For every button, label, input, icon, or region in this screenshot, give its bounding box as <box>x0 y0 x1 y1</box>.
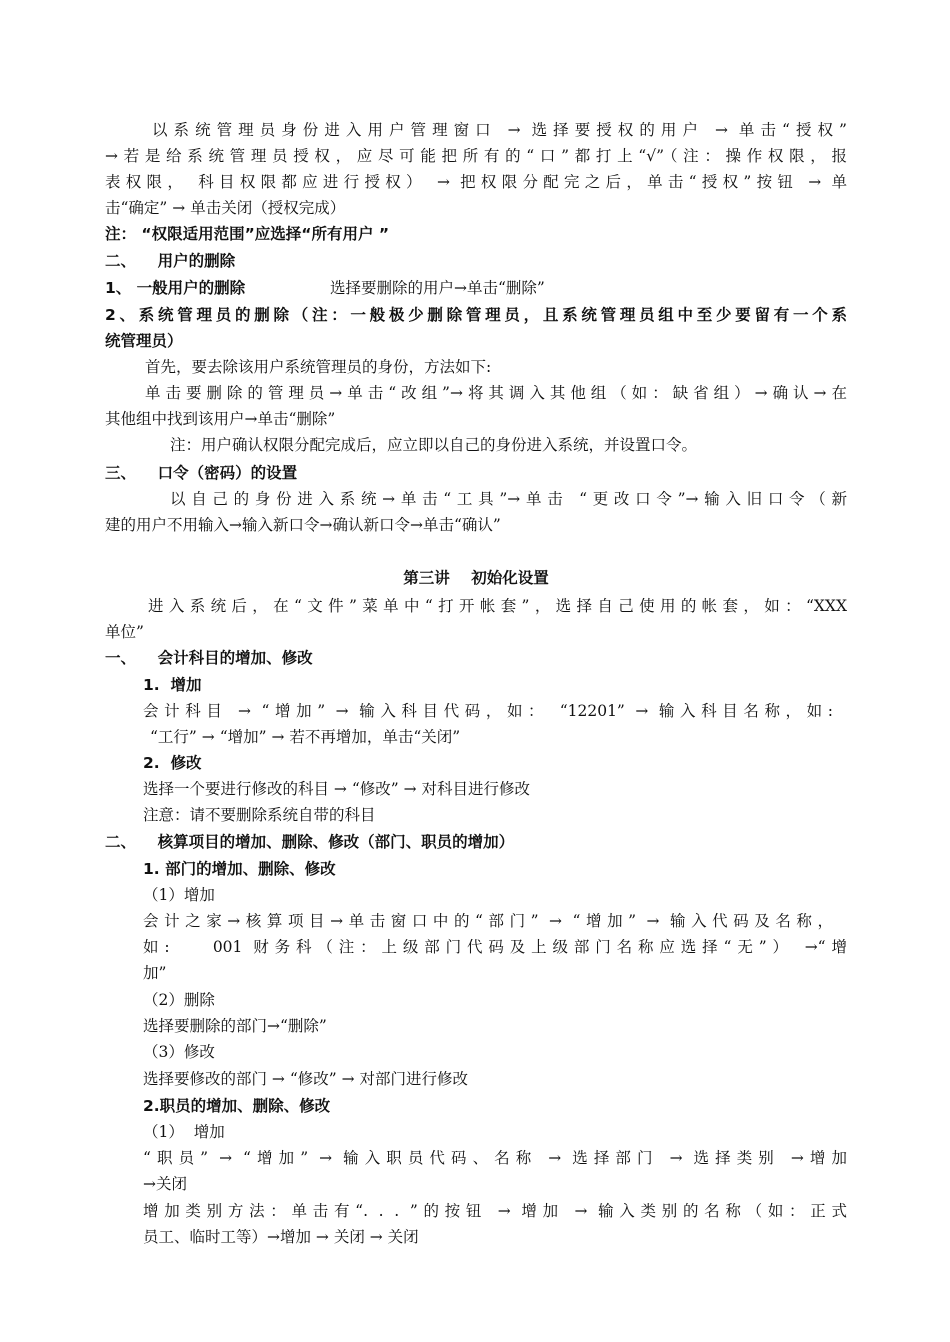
item-label: （3）修改 <box>143 1043 215 1061</box>
section-heading: 一、 会计科目的增加、修改 <box>105 649 313 667</box>
paragraph-line: 选择要删除的部门→“删除” <box>143 1017 327 1035</box>
subsection-heading: 2、系统管理员的删除（注：一般极少删除管理员，且系统管理员组中至少要留有一个系 <box>105 306 847 324</box>
paragraph-line: 首先，要去除该用户系统管理员的身份，方法如下: <box>145 358 492 376</box>
paragraph-line: 单位” <box>105 623 144 641</box>
subsection-heading: 1、 一般用户的删除 <box>105 279 246 297</box>
note-line: 注意：请不要删除系统自带的科目 <box>143 806 376 824</box>
section-heading: 二、 核算项目的增加、删除、修改（部门、职员的增加） <box>105 833 515 851</box>
subsection-heading: 2.职员的增加、删除、修改 <box>143 1097 331 1115</box>
section-heading: 二、 用户的删除 <box>105 252 236 270</box>
paragraph-line: “工行” → “增加” → 若不再增加，单击“关闭” <box>150 728 461 746</box>
paragraph-line: 会计之家→核算项目→单击窗口中的“部门” → “增加” → 输入代码及名称， <box>143 912 833 930</box>
paragraph-line: 选择要删除的用户→单击“删除” <box>330 279 545 297</box>
paragraph-line: 以自己的身份进入系统→单击“工具”→单击 “更改口令”→输入旧口令（新 <box>170 490 847 508</box>
item-label: （2）删除 <box>143 991 215 1009</box>
subsection-heading: 2. 修改 <box>143 754 202 772</box>
paragraph-line: “职员” → “增加” → 输入职员代码、名称 → 选择部门 → 选择类别 →增加 <box>143 1149 847 1167</box>
subsection-heading: 1. 部门的增加、删除、修改 <box>143 860 336 878</box>
paragraph-line: 建的用户不用输入→输入新口令→确认新口令→单击“确认” <box>105 516 501 534</box>
chapter-title: 第三讲 初始化设置 <box>403 569 549 587</box>
paragraph-line: 加” <box>143 964 167 982</box>
paragraph-line: 单击要删除的管理员→单击“改组”→将其调入其他组（如：缺省组）→确认→在 <box>145 384 847 402</box>
item-label: （1） 增加 <box>143 1123 225 1141</box>
paragraph-line: →关闭 <box>143 1175 187 1193</box>
section-heading: 三、 口令（密码）的设置 <box>105 464 298 482</box>
paragraph-line: 其他组中找到该用户→单击“删除” <box>105 410 336 428</box>
subsection-heading: 统管理员） <box>105 332 183 350</box>
paragraph-line: 击“确定” → 单击关闭（授权完成） <box>105 199 346 217</box>
note-line: 注： “权限适用范围”应选择“所有用户 ” <box>105 225 390 243</box>
paragraph-line: 增加类别方法：单击有“. . . ”的按钮 → 增加 → 输入类别的名称（如：正式 <box>143 1202 847 1220</box>
paragraph-line: 表权限， 科目权限都应进行授权） → 把权限分配完之后，单击“授权”按钮 → 单 <box>105 173 847 191</box>
paragraph-line: 进入系统后，在“文件”菜单中“打开帐套”，选择自己使用的帐套，如：“XXX <box>148 597 847 615</box>
paragraph-line: 员工、临时工等）→增加 → 关闭 → 关闭 <box>143 1228 419 1246</box>
paragraph-line: 会计科目 → “增加” → 输入科目代码，如： “12201” → 输入科目名称，如: <box>143 702 833 720</box>
subsection-heading: 1. 增加 <box>143 676 202 694</box>
paragraph-line: →若是给系统管理员授权，应尽可能把所有的“口”都打上“√”（注：操作权限，报 <box>105 147 847 165</box>
paragraph-line: 选择一个要进行修改的科目 → “修改” → 对科目进行修改 <box>143 780 531 798</box>
paragraph-line: 以系统管理员身份进入用户管理窗口 → 选择要授权的用户 → 单击“授权” <box>152 121 847 139</box>
note-line: 注：用户确认权限分配完成后，应立即以自己的身份进入系统，并设置口令。 <box>170 436 698 454</box>
item-label: （1）增加 <box>143 886 215 904</box>
paragraph-line: 如: 001 财务科（注：上级部门代码及上级部门名称应选择“无”） →“增 <box>143 938 847 956</box>
paragraph-line: 选择要修改的部门 → “修改” → 对部门进行修改 <box>143 1070 469 1088</box>
